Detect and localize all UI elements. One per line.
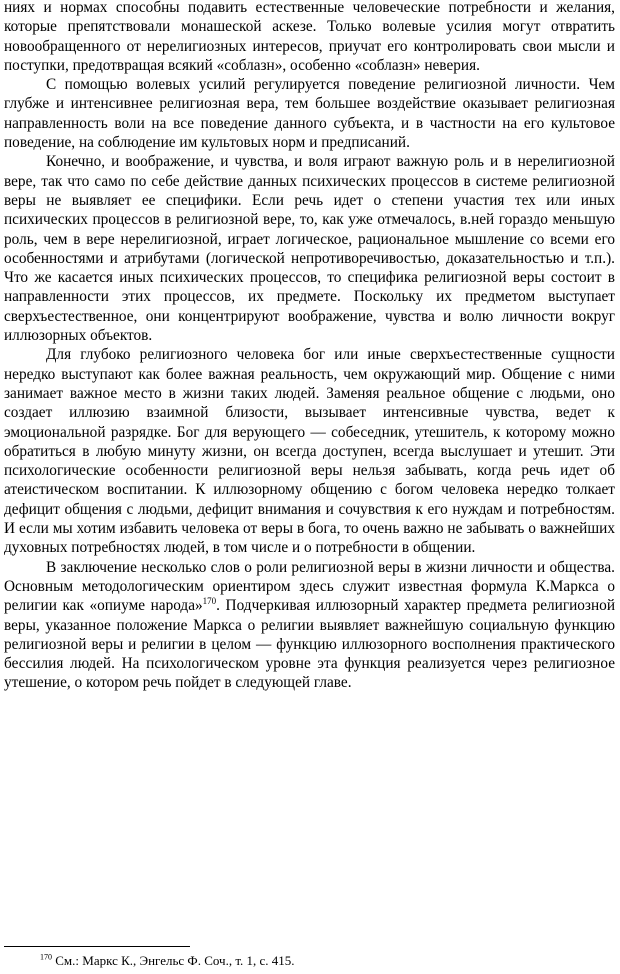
conclusion-text-after-ref: . Подчеркивая иллюзорный характер предмета религиозной веры, указанное положение Маркса о религии выявляет важнейшую социальную функцию религиозной веры и религии в целом — функцию иллюзорного восполнения практического бессилия людей. На психологическом уровне эта функция реализуется через религиозное утешение, о котором речь пойдет в следующей главе. — [4, 597, 616, 692]
conclusion-text-before-ref: В заключение несколько слов о роли религиозной веры в жизни личности и общества. Основным методологическим ориентиром здесь служит известная формула К.Маркса о религии как «опиуме народа» — [4, 558, 615, 615]
footnote-divider — [4, 946, 190, 947]
page-body — [4, 0, 615, 693]
paragraph-psychic-processes: Конечно, и воображение, и чувства, и воля играют важную роль и в нерелигиозной вере, так что само по себе действие данных психических процессов в системе религиозной веры не выявляет ее специфики. Если речь идет о степени участия тех или иных психических процессов в религиозной вере, то, как уже отмечалось, в.ней гораздо меньшую роль, чем в вере нерелигиозной, играет логическое, рациональное мышление со всеми его особенностями и атрибутами (логической непротиворечивостью, доказательностью и т.п.). Что же касается иных психических процессов, то специфика религиозной веры состоит в направленности этих процессов, их предмете. Поскольку их предметом выступает сверхъестественное, они концентрируют воображение, чувства и волю личности вокруг иллюзорных объектов. — [4, 153, 615, 345]
footnote — [40, 953, 295, 969]
footnote-text: См.: Маркс К., Энгельс Ф. Соч., т. 1, с. 415. — [55, 953, 295, 968]
paragraph-illusory-communication: Для глубоко религиозного человека бог или иные сверхъестественные сущности нередко выступают как более важная реальность, чем окружающий мир. Общение с ними занимает важное место в жизни таких людей. Заменяя реальное общение с людьми, оно создает иллюзию взаимной близости, вызывает интенсивные чувства, ведет к эмоциональной разрядке. Бог для верующего — собеседник, утешитель, к которому можно обратиться в любую минуту жизни, он всегда доступен, всегда выслушает и утешит. Эти психологические особенности религиозной веры нельзя забывать, когда речь идет об атеистическом воспитании. К иллюзорному общению с богом человека нередко толкает дефицит общения с людьми, дефицит внимания и сочувствия к его нуждам и потребностям. И если мы хотим избавить человека от веры в бога, то очень важно не забывать о важнейших духовных потребностях людей, в том числе и о потребности в общении. — [4, 346, 615, 557]
paragraph-conclusion — [4, 558, 615, 693]
footnote-reference[interactable]: 170 — [202, 596, 217, 607]
footnote-number: 170 — [40, 952, 52, 962]
paragraph-continuation: ниях и нормах способны подавить естественные человеческие потребности и желания, которые препятствовали монашеской аскезе. Только волевые усилия могут отвратить новообращенного от нерелигиозных интересов, приучат его контролировать свои мысли и поступки, предотвращая всякий «соблазн», особенно «соблазн» неверия. — [4, 0, 615, 74]
paragraph-volitional-behavior: С помощью волевых усилий регулируется поведение религиозной личности. Чем глубже и интенсивнее религиозная вера, тем большее воздействие оказывает религиозная направленность воли на все поведение данного субъекта, и в частности на его культовое поведение, на соблюдение им культовых норм и предписаний. — [4, 76, 615, 152]
